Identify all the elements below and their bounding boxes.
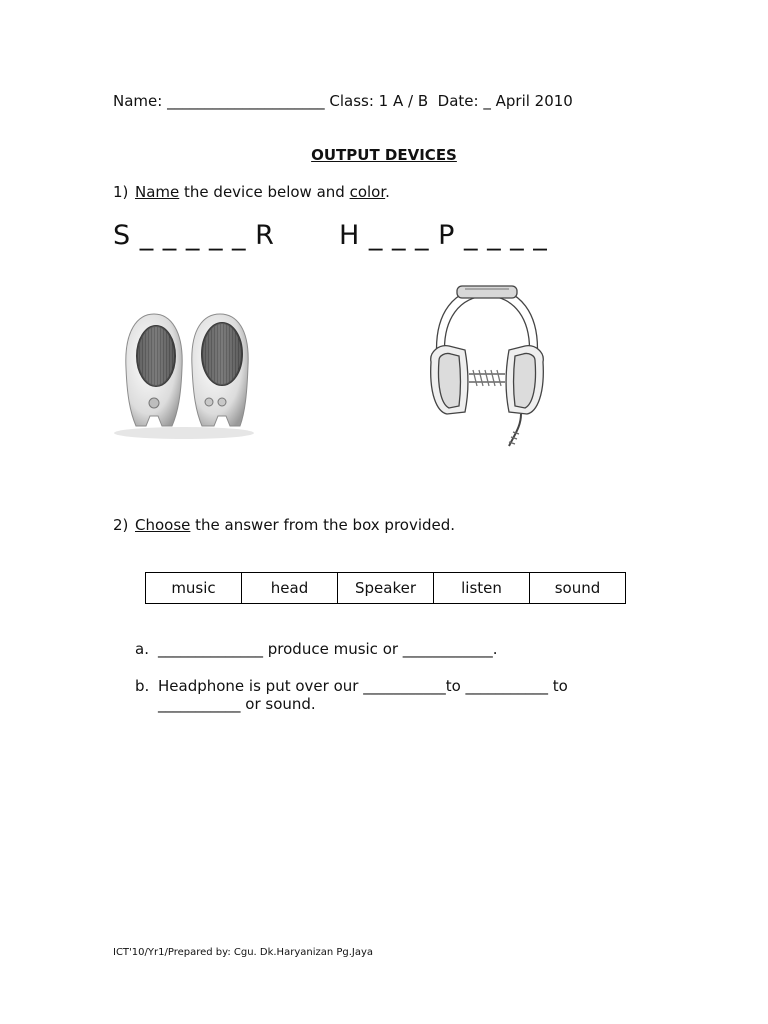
sentence-a	[135, 640, 498, 658]
sentence-b-line2: ___________ or sound.	[158, 695, 316, 713]
answer-option: sound	[530, 573, 626, 604]
question-2	[113, 516, 455, 534]
header-line	[113, 92, 573, 110]
page-title: OUTPUT DEVICES	[311, 146, 457, 164]
q1-word-name: Name	[135, 183, 180, 201]
puzzle-speaker: S _ _ _ _ _ R	[113, 220, 275, 251]
speakers-picture	[112, 300, 262, 440]
q2-word-choose: Choose	[135, 516, 191, 534]
answer-option: Speaker	[338, 573, 434, 604]
footer-credit: ICT'10/Yr1/Prepared by: Cgu. Dk.Haryanizan Pg.Jaya	[113, 947, 374, 958]
question-1-number: 1)	[113, 183, 129, 201]
headphones-picture	[425, 282, 550, 452]
name-label: Name:	[113, 92, 163, 110]
sentence-a-text: ______________ produce music or ____________.	[158, 640, 498, 658]
puzzle-headphone: H _ _ _ P _ _ _ _	[339, 220, 548, 251]
question-1	[113, 183, 390, 201]
q1-mid-text: the device below and	[179, 183, 350, 201]
sentence-b	[135, 677, 568, 695]
date-text: Date: _ April 2010	[437, 92, 573, 110]
q2-rest: the answer from the box provided.	[190, 516, 456, 534]
q1-end: .	[385, 183, 390, 201]
answer-option: listen	[434, 573, 530, 604]
q1-word-color: color	[349, 183, 386, 201]
question-2-number: 2)	[113, 516, 129, 534]
speaker-right	[192, 314, 248, 426]
class-text: Class: 1 A / B	[329, 92, 429, 110]
answer-box	[145, 572, 626, 604]
name-blank: _____________________	[167, 92, 325, 110]
answer-option: head	[242, 573, 338, 604]
sentence-b-line1: Headphone is put over our ___________to ___________ to	[158, 677, 568, 695]
sentence-b-label: b.	[135, 677, 150, 695]
speaker-left	[126, 314, 182, 426]
sentence-a-label: a.	[135, 640, 149, 658]
answer-option: music	[146, 573, 242, 604]
